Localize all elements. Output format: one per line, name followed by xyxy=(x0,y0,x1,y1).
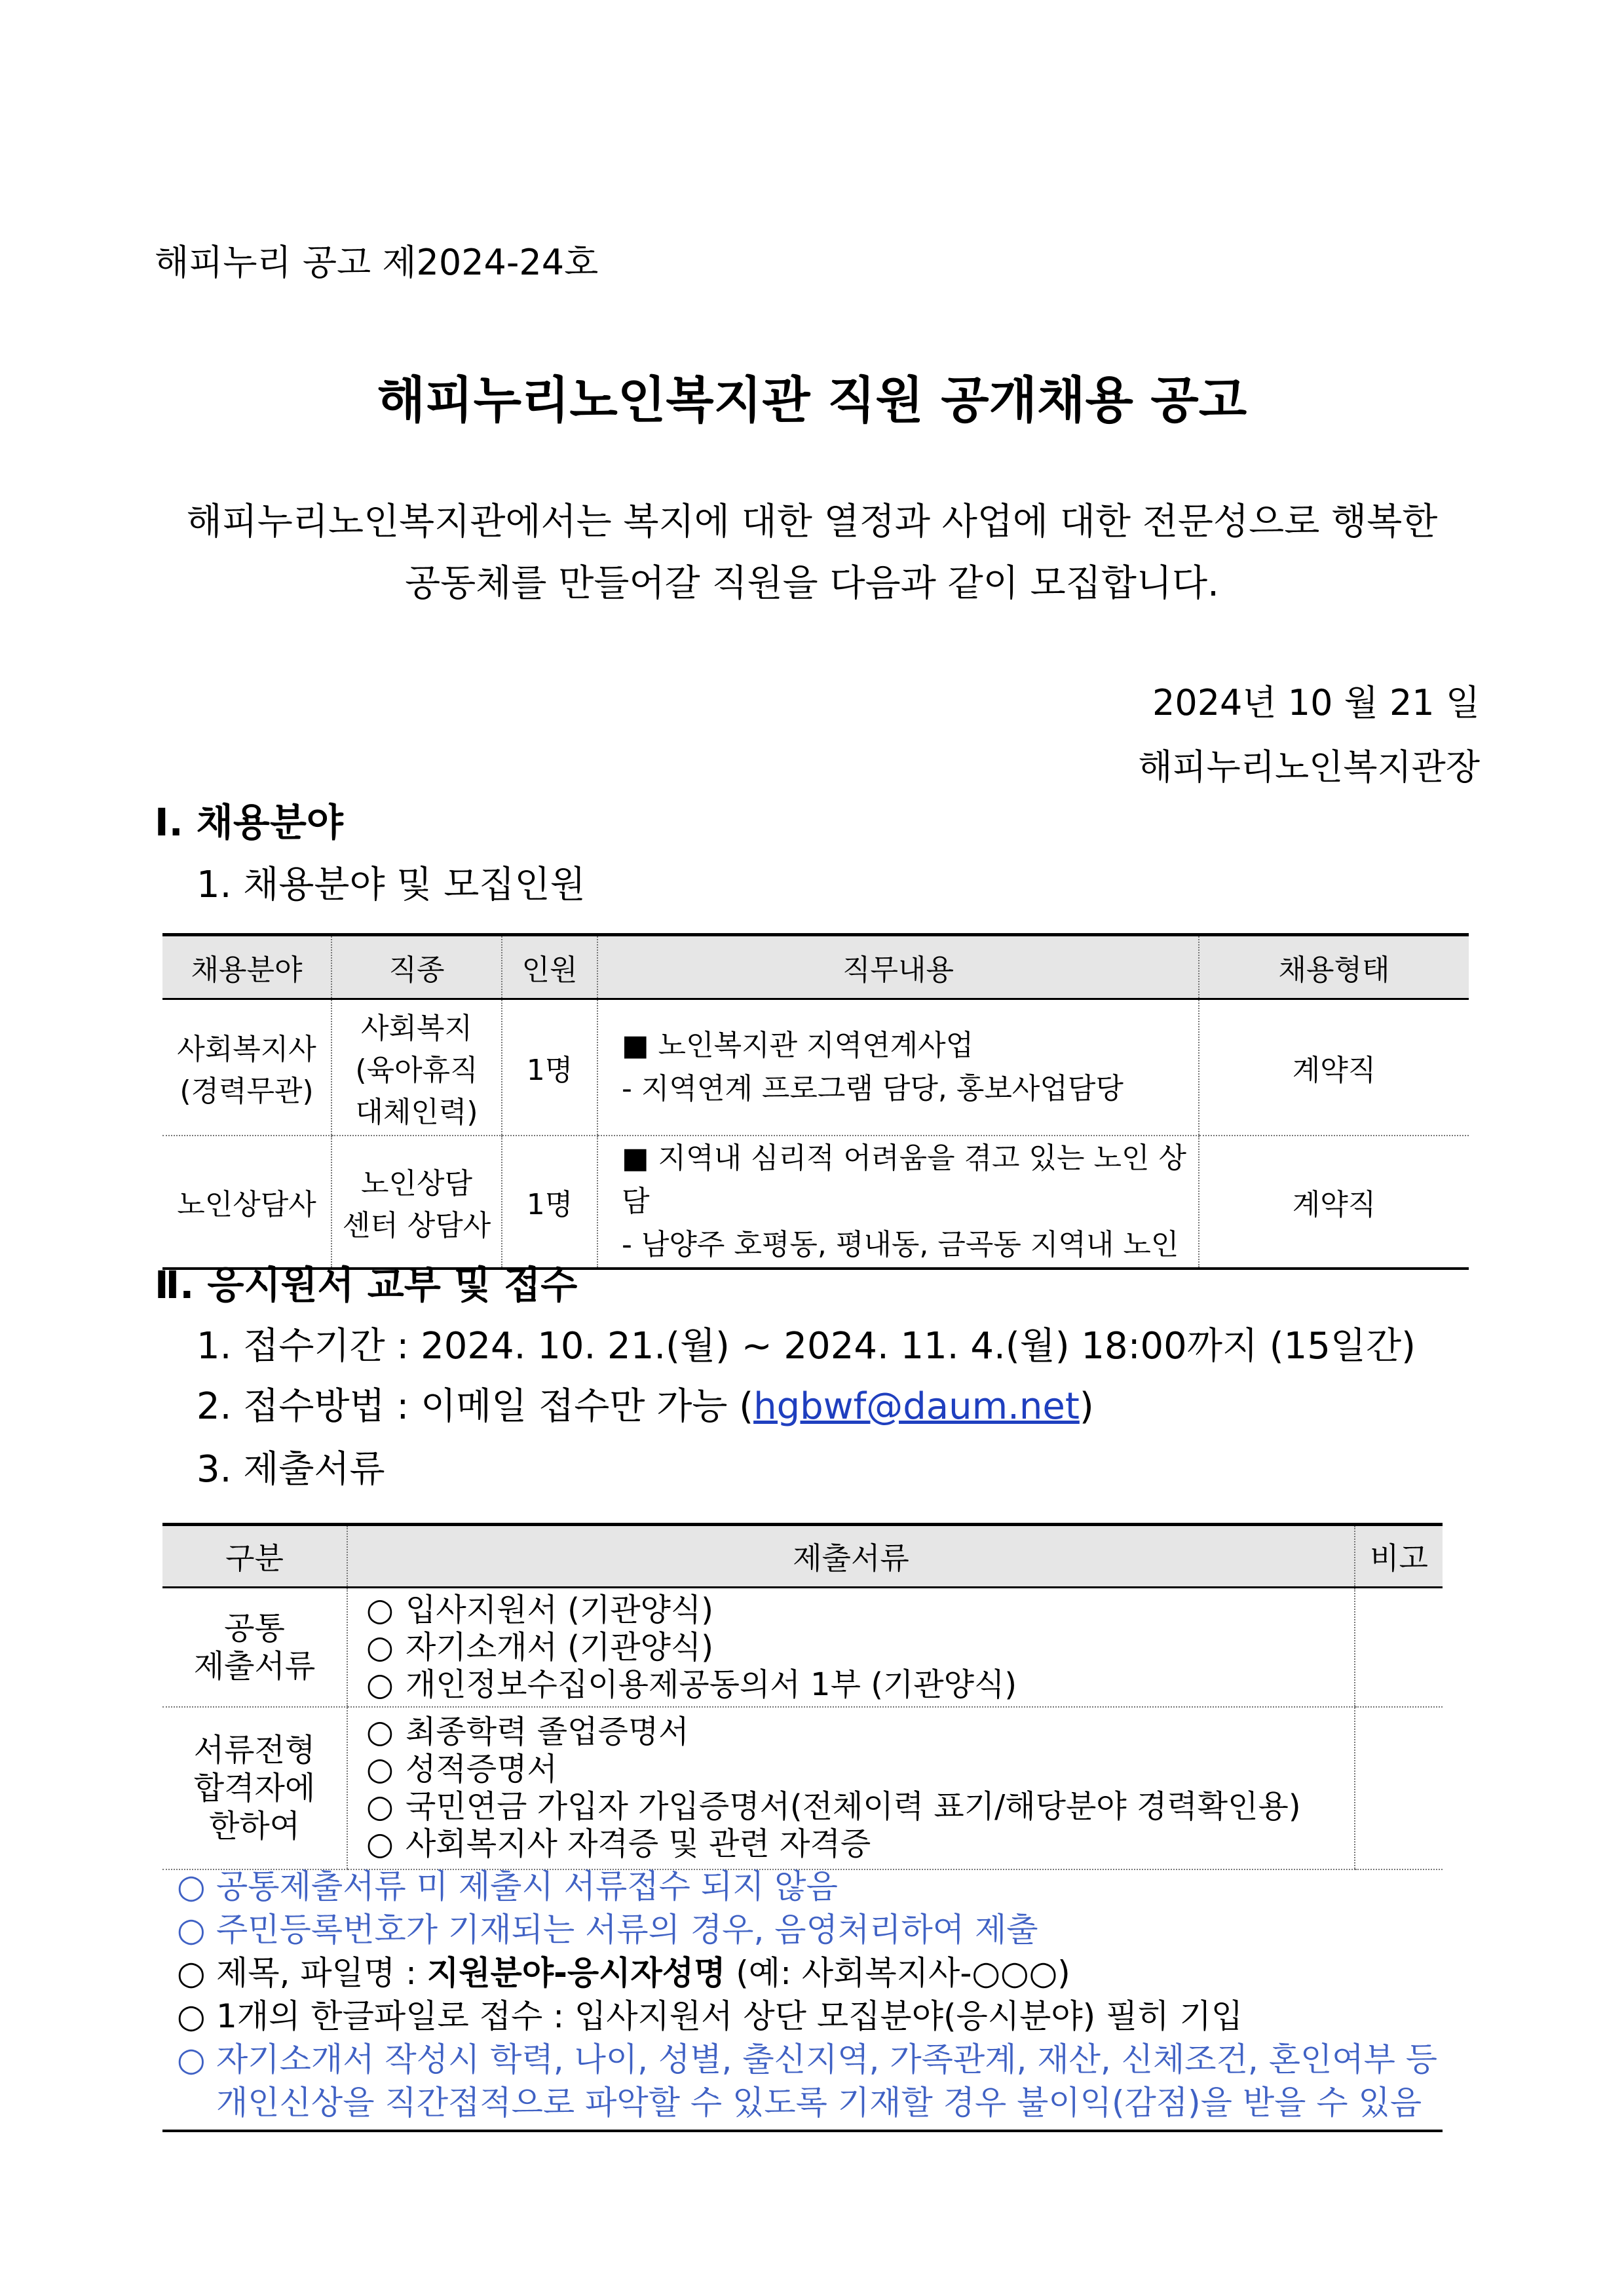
section-1-heading: Ⅰ. 채용분야 xyxy=(155,800,343,845)
circle-bullet-icon: ○ xyxy=(366,1628,394,1666)
required-documents-heading: 3. 제출서류 xyxy=(197,1448,385,1491)
intro-line-2: 공동체를 만들어갈 직원을 다음과 같이 모집합니다. xyxy=(405,562,1219,605)
duty-text: - 지역연계 프로그램 담당, 홍보사업담당 xyxy=(622,1072,1124,1105)
note-text: (예: 사회복지사-○○○) xyxy=(725,1954,1070,1992)
column-header: 비고 xyxy=(1355,1525,1443,1588)
document-item xyxy=(366,1788,1353,1826)
job-text: 대체인력) xyxy=(355,1096,478,1129)
circle-bullet-icon: ○ xyxy=(177,1997,206,2035)
job-cell xyxy=(331,1136,502,1269)
documents-cell xyxy=(347,1588,1355,1708)
table-row xyxy=(162,1136,1469,1269)
field-text: 사회복지사 xyxy=(177,1033,316,1066)
job-text: 사회복지 xyxy=(360,1012,472,1045)
notice-date: 2024년 10 월 21 일 xyxy=(1152,682,1480,723)
column-header: 직무내용 xyxy=(597,935,1199,999)
category-text: 서류전형 xyxy=(193,1732,316,1769)
issuer: 해피누리노인복지관장 xyxy=(1138,746,1480,788)
document-item xyxy=(366,1592,1353,1629)
job-cell xyxy=(331,999,502,1136)
documents-table xyxy=(162,1523,1443,1870)
column-header: 인원 xyxy=(502,935,597,999)
table-header-row xyxy=(162,935,1469,999)
field-cell xyxy=(162,999,331,1136)
note-item xyxy=(162,1951,1443,1995)
method-text: ) xyxy=(1079,1385,1094,1428)
document-text: 개인정보수집이용제공동의서 1부 (기관양식) xyxy=(406,1666,1017,1703)
recruitment-table xyxy=(162,933,1469,1270)
duty-text: ■ 노인복지관 지역연계사업 xyxy=(622,1029,974,1062)
document-text: 자기소개서 (기관양식) xyxy=(406,1628,714,1666)
circle-bullet-icon: ○ xyxy=(366,1751,394,1788)
circle-bullet-icon: ○ xyxy=(177,1954,206,1992)
document-text: 국민연금 가입자 가입증명서(전체이력 표기/해당분야 경력확인용) xyxy=(406,1788,1301,1825)
notes-block xyxy=(162,1865,1443,2132)
type-cell: 계약직 xyxy=(1199,1136,1469,1269)
column-header: 제출서류 xyxy=(347,1525,1355,1588)
count-cell: 1명 xyxy=(502,999,597,1136)
documents-cell xyxy=(347,1707,1355,1869)
section-1-sub-heading: 1. 채용분야 및 모집인원 xyxy=(197,864,586,906)
note-item-continued: 개인신상을 직간접적으로 파악할 수 있도록 기재할 경우 불이익(감점)을 받을 수 있음 xyxy=(216,2084,1422,2122)
table-row xyxy=(162,1707,1443,1869)
document-item xyxy=(366,1666,1353,1704)
note-text: 1개의 한글파일로 접수 : 입사지원서 상단 모집분야(응시분야) 필히 기입 xyxy=(216,1997,1243,2035)
document-item xyxy=(366,1713,1353,1751)
category-text: 한하여 xyxy=(208,1808,301,1845)
circle-bullet-icon: ○ xyxy=(177,1867,206,1905)
note-item xyxy=(162,1995,1443,2038)
job-text: 센터 상담사 xyxy=(342,1209,491,1242)
circle-bullet-icon: ○ xyxy=(177,2040,206,2078)
circle-bullet-icon: ○ xyxy=(366,1591,394,1628)
note-bold-text: 지원분야-응시자성명 xyxy=(426,1954,726,1992)
table-header-row xyxy=(162,1525,1443,1588)
note-text: 공통제출서류 미 제출시 서류접수 되지 않음 xyxy=(216,1867,838,1905)
job-text: (육아휴직 xyxy=(355,1054,478,1087)
table-row xyxy=(162,999,1469,1136)
category-cell xyxy=(162,1588,347,1708)
document-item xyxy=(366,1751,1353,1788)
document-item xyxy=(366,1629,1353,1666)
method-text: 2. 접수방법 : 이메일 접수만 가능 ( xyxy=(197,1385,754,1428)
table-row xyxy=(162,1588,1443,1708)
duty-text: ■ 지역내 심리적 어려움을 겪고 있는 노인 상담 xyxy=(622,1141,1187,1218)
intro-line-1: 해피누리노인복지관에서는 복지에 대한 열정과 사업에 대한 전문성으로 행복한 xyxy=(186,501,1438,543)
field-cell: 노인상담사 xyxy=(162,1136,331,1269)
document-text: 입사지원서 (기관양식) xyxy=(406,1591,714,1628)
document-text: 사회복지사 자격증 및 관련 자격증 xyxy=(406,1826,871,1862)
duty-cell xyxy=(597,1136,1199,1269)
circle-bullet-icon: ○ xyxy=(366,1666,394,1703)
job-text: 노인상담 xyxy=(360,1167,472,1200)
section-2-heading: Ⅱ. 응시원서 교부 및 접수 xyxy=(155,1263,578,1307)
document-text: 최종학력 졸업증명서 xyxy=(406,1713,689,1750)
page-title: 해피누리노인복지관 직원 공개채용 공고 xyxy=(377,371,1247,429)
field-text: (경력무관) xyxy=(179,1075,314,1108)
application-method xyxy=(197,1377,1094,1430)
category-text: 공통 xyxy=(224,1610,285,1647)
category-cell xyxy=(162,1707,347,1869)
document-text: 성적증명서 xyxy=(406,1751,557,1788)
note-text: 자기소개서 작성시 학력, 나이, 성별, 출신지역, 가족관계, 재산, 신체조건, 혼인여부 등 xyxy=(216,2040,1438,2078)
remarks-cell xyxy=(1355,1588,1443,1708)
type-cell: 계약직 xyxy=(1199,999,1469,1136)
circle-bullet-icon: ○ xyxy=(366,1713,394,1750)
email-link[interactable]: hgbwf@daum.net xyxy=(753,1385,1080,1428)
remarks-cell xyxy=(1355,1707,1443,1869)
category-text: 제출서류 xyxy=(193,1648,316,1685)
circle-bullet-icon: ○ xyxy=(177,1911,206,1949)
note-item xyxy=(162,2038,1443,2081)
category-text: 합격자에 xyxy=(193,1770,316,1807)
note-text: 제목, 파일명 : xyxy=(216,1954,427,1992)
count-cell: 1명 xyxy=(502,1136,597,1269)
column-header: 직종 xyxy=(331,935,502,999)
circle-bullet-icon: ○ xyxy=(366,1826,394,1862)
column-header: 채용형태 xyxy=(1199,935,1469,999)
application-period: 1. 접수기간 : 2024. 10. 21.(월) ~ 2024. 11. 4.(월) 18:00까지 (15일간) xyxy=(197,1325,1416,1368)
note-item xyxy=(162,1908,1443,1951)
note-item xyxy=(162,1865,1443,1908)
circle-bullet-icon: ○ xyxy=(366,1788,394,1825)
notice-number: 해피누리 공고 제2024-24호 xyxy=(155,242,599,283)
duty-cell xyxy=(597,999,1199,1136)
document-item xyxy=(366,1826,1353,1863)
column-header: 구분 xyxy=(162,1525,347,1588)
note-text: 주민등록번호가 기재되는 서류의 경우, 음영처리하여 제출 xyxy=(216,1911,1038,1949)
column-header: 채용분야 xyxy=(162,935,331,999)
duty-text: - 남양주 호평동, 평내동, 금곡동 지역내 노인 xyxy=(622,1228,1179,1261)
